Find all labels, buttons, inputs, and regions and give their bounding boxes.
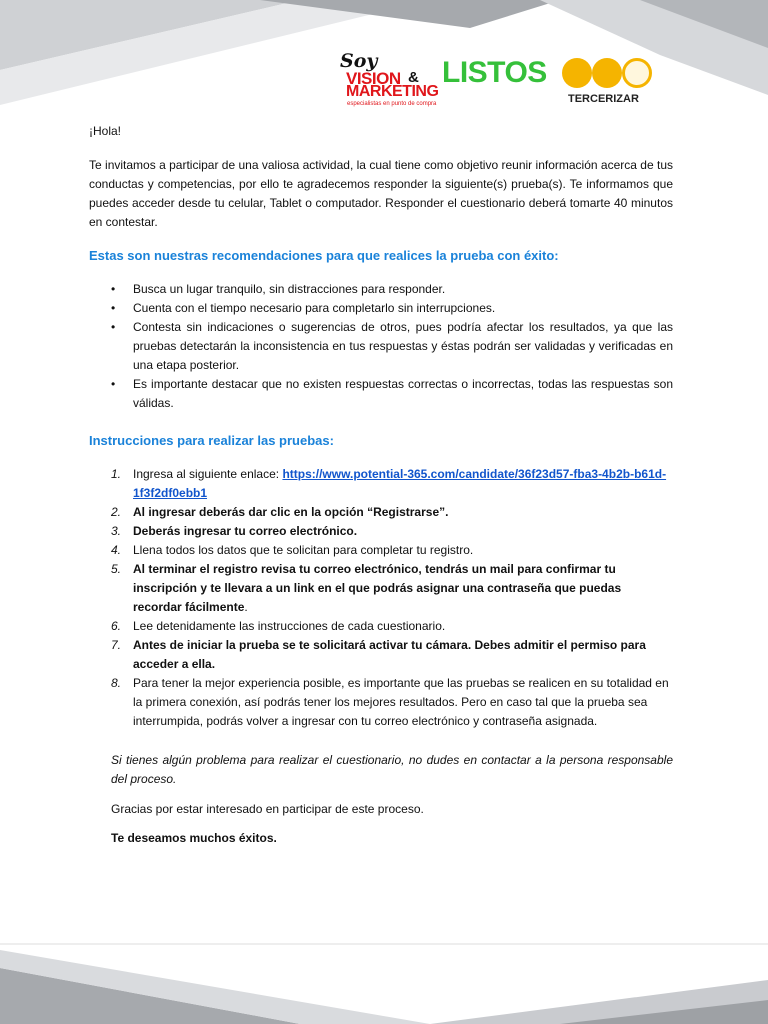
step-suffix: .	[244, 600, 248, 614]
logo-listos-text: LISTOS	[442, 56, 547, 89]
coin-icon	[592, 58, 622, 88]
logo-soy-text: Soy	[340, 50, 378, 72]
coin-icon	[562, 58, 592, 88]
logo-tagline: especialistas en punto de compra	[347, 101, 437, 107]
thanks-line: Gracias por estar interesado en participar de este proceso.	[111, 802, 424, 816]
step-text: Llena todos los datos que te solicitan para completar tu registro.	[133, 543, 474, 557]
step-text: Deberás ingresar tu correo electrónico.	[133, 524, 358, 538]
bullet-icon: •	[111, 320, 116, 334]
logos-area	[330, 50, 670, 115]
step-number: 7.	[111, 638, 122, 652]
step-number: 3.	[111, 524, 122, 538]
greeting: ¡Hola!	[89, 124, 122, 138]
bullet-icon: •	[111, 301, 116, 315]
logo-tercerizar-text: TERCERIZAR	[568, 93, 639, 105]
closing-note: Si tienes algún problema para realizar el cuestionario, no dudes en contactar a la persona responsable del proceso.	[111, 753, 673, 786]
logo-vision-text: VISION	[346, 69, 401, 88]
step-number: 1.	[111, 467, 122, 481]
step-number: 2.	[111, 505, 122, 519]
list-item: • Contesta sin indicaciones o sugerencias de otros, pues podría afectar los resultados, ya que las pruebas detectarán la inconsistencia en tus respuestas y éstas podrán ser validadas y verificadas en una etapa posterior.	[111, 320, 673, 372]
list-item: • Es importante destacar que no existen respuestas correctas o incorrectas, todas las respuestas son válidas.	[111, 377, 673, 410]
farewell-line: Te deseamos muchos éxitos.	[111, 831, 277, 845]
instructions-heading: Instrucciones para realizar las pruebas:	[89, 433, 334, 448]
list-item: • Busca un lugar tranquilo, sin distracciones para responder.	[111, 280, 673, 299]
step-item	[111, 674, 673, 731]
step-text: Antes de iniciar la prueba se te solicitará activar tu cámara. Debes admitir el permiso para acceder a ella.	[133, 638, 646, 671]
logo-ampersand: &	[408, 69, 419, 86]
step-text: Ingresa al siguiente enlace:	[133, 467, 283, 481]
step-item	[111, 541, 673, 560]
instructions-list	[111, 465, 673, 731]
step-item	[111, 560, 673, 617]
recommendations-heading: Estas son nuestras recomendaciones para que realices la prueba con éxito:	[89, 248, 559, 263]
step-item	[111, 465, 673, 503]
bullet-icon: •	[111, 282, 116, 296]
listos-tercerizar-logo	[442, 56, 662, 108]
step-number: 4.	[111, 543, 122, 557]
recommendations-list	[111, 280, 673, 413]
coin-icon	[622, 58, 652, 88]
step-number: 8.	[111, 676, 122, 690]
list-item: • Cuenta con el tiempo necesario para completarlo sin interrupciones.	[111, 299, 673, 318]
step-text: Al terminar el registro revisa tu correo electrónico, tendrás un mail para confirmar tu inscripción y te llevara a un link en el que podrás asignar una contraseña que puedas recordar fácilmente	[133, 562, 622, 614]
bullet-icon: •	[111, 377, 116, 391]
logo-marketing-text: MARKETING	[346, 83, 439, 100]
step-item	[111, 636, 673, 674]
step-number: 6.	[111, 619, 122, 633]
step-text: Lee detenidamente las instrucciones de cada cuestionario.	[133, 619, 446, 633]
intro-paragraph: Te invitamos a participar de una valiosa actividad, la cual tiene como objetivo reunir información acerca de tus conductas y competencias, por ello te agradecemos responder la siguiente(s) prueba(s). Te informamos que puedes acceder desde tu celular, Tablet o computador. Responder el cuestionario deberá tomarte 40 minutos en contestar.	[89, 158, 673, 229]
step-item	[111, 617, 673, 636]
step-text: Para tener la mejor experiencia posible, es importante que las pruebas se realicen en su totalidad en la primera conexión, así podrás tener los mejores resultados. Pero en caso tal que la prueba sea interrumpida, podrás volver a ingresar con tu correo electrónico y contraseña asignada.	[133, 676, 669, 728]
candidate-link[interactable]: https://www.potential-365.com/candidate/36f23d57-fba3-4b2b-b61d-1f3f2df0ebb1	[133, 467, 667, 500]
step-item	[111, 503, 673, 522]
soy-vision-marketing-logo	[336, 50, 448, 112]
step-item	[111, 522, 673, 541]
footer-decoration	[0, 940, 768, 1024]
step-text: Al ingresar deberás dar clic en la opción “Registrarse”.	[133, 505, 449, 519]
step-number: 5.	[111, 562, 122, 576]
